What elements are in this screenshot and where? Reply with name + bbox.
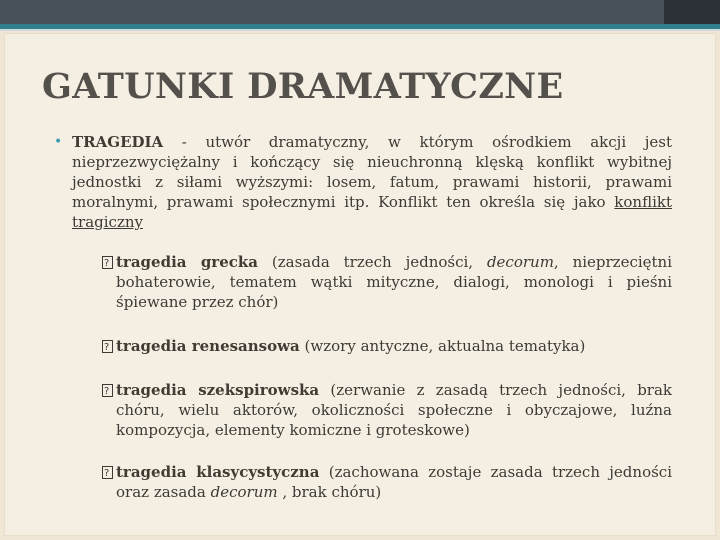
- decorum-italic: decorum: [210, 483, 278, 501]
- bullet-dot-icon: •: [54, 134, 63, 150]
- top-header-bar: [0, 0, 720, 24]
- missing-glyph-icon: [102, 256, 113, 269]
- sub-item-renesansowa: [102, 336, 672, 356]
- bullet-item-tragedia: [54, 132, 672, 232]
- term-szekspirowska: tragedia szekspirowska: [116, 381, 320, 399]
- missing-glyph-icon: [102, 384, 113, 397]
- desc-klasycystyczna-a: (zachowana zostaje zasada trzech jedności oraz zasada: [116, 463, 673, 501]
- missing-glyph-icon: [102, 466, 113, 479]
- desc-szekspirowska: (zerwanie z zasadą trzech jedności, brak chóru, wielu aktorów, okoliczności społeczne i obyczajowe, luźna kompozycja, elementy komiczne i groteskowe): [116, 381, 672, 439]
- sub-item-szekspirowska: [102, 380, 672, 440]
- slide-title: GATUNKI DRAMATYCZNE: [42, 66, 564, 107]
- term-tragedia: TRAGEDIA: [72, 133, 164, 151]
- decorum-italic: decorum: [486, 253, 554, 271]
- term-klasycystyczna: tragedia klasycystyczna: [116, 463, 320, 481]
- definition-text: - utwór dramatyczny, w którym ośrodkiem akcji jest nieprzezwyciężalny i kończący się nieuchronną klęską konflikt wybitnej jednostki z siłami wyższymi: losem, fatum, prawami historii, prawami moralnymi, prawami społecznymi itp. Konflikt ten określa się jako: [72, 133, 672, 211]
- desc-klasycystyczna-b: , brak chóru): [277, 483, 382, 501]
- desc-renesansowa: (wzory antyczne, aktualna tematyka): [299, 337, 586, 355]
- konflikt-tragiczny-link[interactable]: konflikt tragiczny: [72, 193, 672, 231]
- sub-item-klasycystyczna: [102, 462, 672, 502]
- sub-item-grecka: [102, 252, 672, 312]
- term-grecka: tragedia grecka: [116, 253, 259, 271]
- desc-grecka-b: , nieprzeciętni bohaterowie, tematem wątki mityczne, dialogi, monologi i pieśni śpiewane przez chór): [116, 253, 673, 311]
- term-renesansowa: tragedia renesansowa: [116, 337, 300, 355]
- missing-glyph-icon: [102, 340, 113, 353]
- accent-stripe-light: [0, 29, 720, 31]
- top-header-corner: [664, 0, 720, 24]
- desc-grecka-a: (zasada trzech jedności,: [258, 253, 487, 271]
